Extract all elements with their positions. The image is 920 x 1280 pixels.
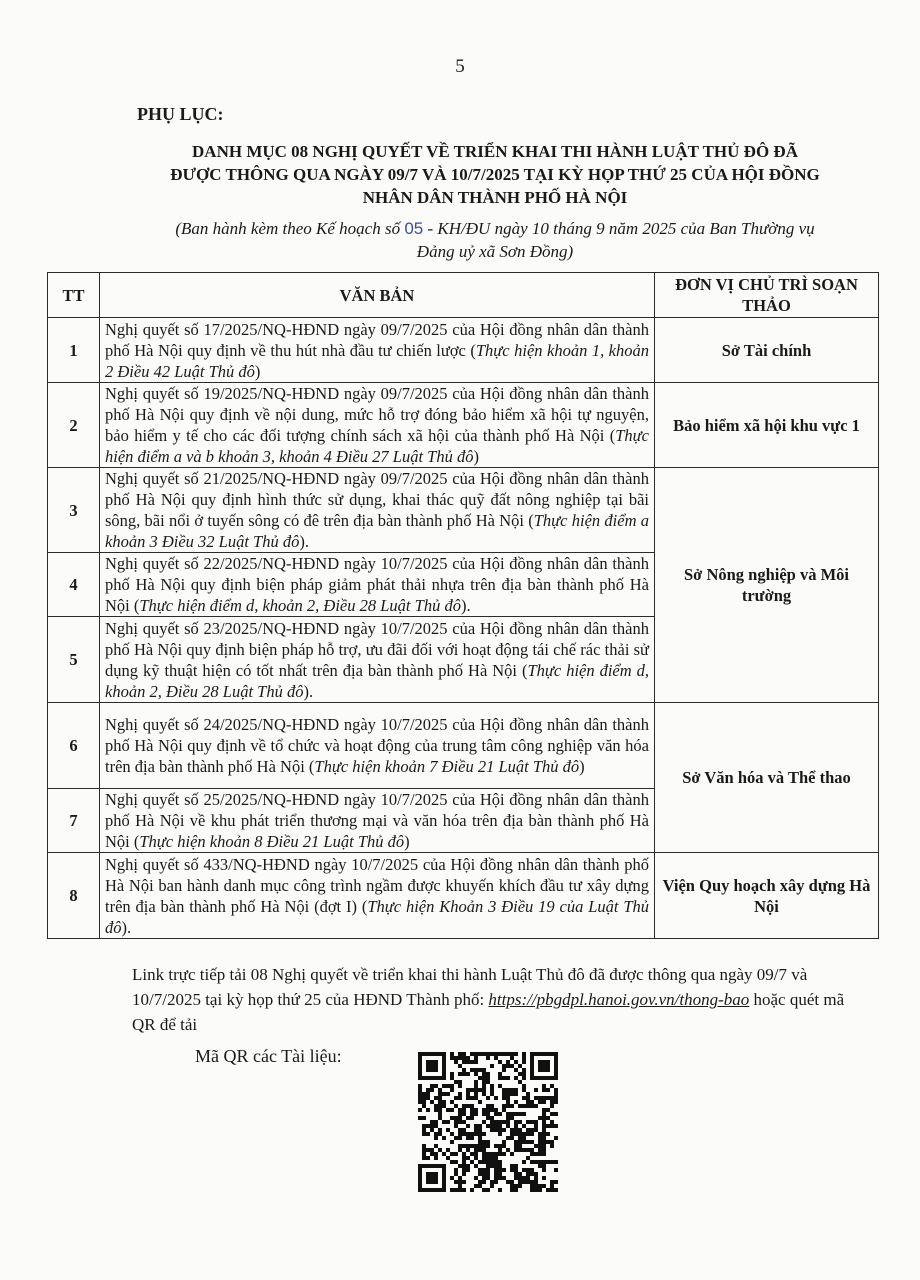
qr-label: Mã QR các Tài liệu: [195,1046,342,1066]
row-number: 3 [48,468,100,553]
title-line: ĐƯỢC THÔNG QUA NGÀY 09/7 VÀ 10/7/2025 TẠI KỲ HỌP THỨ 25 CỦA HỘI ĐỒNG [170,165,820,184]
title-line: DANH MỤC 08 NGHỊ QUYẾT VỀ TRIỂN KHAI THI HÀNH LUẬT THỦ ĐÔ ĐÃ [192,142,798,161]
download-note-text: Link trực tiếp tải 08 Nghị quyết về triển khai thi hành Luật Thủ đô đã được thông qua ngày 09/7 và 10/7/2025 tại kỳ họp thứ 25 của HĐND Thành phố: [132,965,808,1009]
row-unit: Sở Văn hóa và Thể thao [655,703,879,853]
row-document: Nghị quyết số 433/NQ-HĐND ngày 10/7/2025 của Hội đồng nhân dân thành phố Hà Nội ban hành danh mục công trình ngầm được khuyến khích đầu tư xây dựng trên địa bàn thành phố Hà Nội (đợt I) (Thực hiện Khoản 3 Điều 19 của Luật Thủ đô). [100,853,655,939]
appendix-label: PHỤ LỤC: [137,104,224,124]
qr-code-icon[interactable] [418,1052,558,1192]
table-row [48,703,879,789]
plan-number: 05 [404,219,424,238]
row-unit: Viện Quy hoạch xây dựng Hà Nội [655,853,879,939]
document-title [100,140,890,209]
row-number: 1 [48,318,100,383]
subtitle-text: Đảng uỷ xã Sơn Đồng) [416,242,574,261]
subtitle-text: (Ban hành kèm theo Kế hoạch số [175,219,405,238]
row-document: Nghị quyết số 19/2025/NQ-HĐND ngày 09/7/2025 của Hội đồng nhân dân thành phố Hà Nội quy định về nội dung, mức hỗ trợ đóng bảo hiểm xã hội tự nguyện, bảo hiểm y tế cho các đối tượng chính sách xã hội của thành phố Hà Nội (Thực hiện điểm a và b khoản 3, khoản 4 Điều 27 Luật Thủ đô) [100,383,655,468]
subtitle-text: - KH/ĐU ngày 10 tháng 9 năm 2025 của Ban Thường vụ [423,219,815,238]
resolutions-table [47,272,879,939]
title-line: NHÂN DÂN THÀNH PHỐ HÀ NỘI [362,188,628,207]
row-unit: Bảo hiểm xã hội khu vực 1 [655,383,879,468]
table-row [48,468,879,553]
row-unit: Sở Nông nghiệp và Môi trường [655,468,879,703]
header-document: VĂN BẢN [100,273,655,318]
row-number: 7 [48,789,100,853]
download-note-text: hoặc quét mã QR để tải [132,990,845,1034]
header-tt: TT [48,273,100,318]
table-row [48,318,879,383]
row-document: Nghị quyết số 22/2025/NQ-HĐND ngày 10/7/2025 của Hội đồng nhân dân thành phố Hà Nội quy định biện pháp giảm phát thải nhựa trên địa bàn thành phố Hà Nội (Thực hiện điểm d, khoản 2, Điều 28 Luật Thủ đô). [100,553,655,617]
row-number: 8 [48,853,100,939]
row-number: 5 [48,617,100,703]
table-row [48,383,879,468]
row-document: Nghị quyết số 24/2025/NQ-HĐND ngày 10/7/2025 của Hội đồng nhân dân thành phố Hà Nội quy định về tổ chức và hoạt động của trung tâm công nghiệp văn hóa trên địa bàn thành phố Hà Nội (Thực hiện khoản 7 Điều 21 Luật Thủ đô) [100,703,655,789]
row-number: 4 [48,553,100,617]
document-subtitle [100,217,890,263]
row-document: Nghị quyết số 21/2025/NQ-HĐND ngày 09/7/2025 của Hội đồng nhân dân thành phố Hà Nội quy định hình thức sử dụng, khai thác quỹ đất nông nghiệp tại bãi sông, bãi nổi ở tuyến sông có đê trên địa bàn thành phố Hà Nội (Thực hiện điểm a khoản 3 Điều 32 Luật Thủ đô). [100,468,655,553]
row-document: Nghị quyết số 23/2025/NQ-HĐND ngày 10/7/2025 của Hội đồng nhân dân thành phố Hà Nội quy định biện pháp hỗ trợ, ưu đãi đối với hoạt động tái chế rác thải sử dụng kỹ thuật hiện có tốt nhất trên địa bàn thành phố Hà Nội (Thực hiện điểm d, khoản 2, Điều 28 Luật Thủ đô). [100,617,655,703]
row-number: 2 [48,383,100,468]
row-number: 6 [48,703,100,789]
table-row [48,853,879,939]
header-unit: ĐƠN VỊ CHỦ TRÌ SOẠN THẢO [655,273,879,318]
download-link[interactable]: https://pbgdpl.hanoi.gov.vn/thong-bao [488,990,750,1009]
row-document: Nghị quyết số 25/2025/NQ-HĐND ngày 10/7/2025 của Hội đồng nhân dân thành phố Hà Nội về khu phát triển thương mại và văn hóa trên địa bàn thành phố Hà Nội (Thực hiện khoản 8 Điều 21 Luật Thủ đô) [100,789,655,853]
row-document: Nghị quyết số 17/2025/NQ-HĐND ngày 09/7/2025 của Hội đồng nhân dân thành phố Hà Nội quy định về thu hút nhà đầu tư chiến lược (Thực hiện khoản 1, khoản 2 Điều 42 Luật Thủ đô) [100,318,655,383]
page-number: 5 [455,56,465,77]
download-note [132,962,847,1037]
row-unit: Sở Tài chính [655,318,879,383]
table-header-row [48,273,879,318]
